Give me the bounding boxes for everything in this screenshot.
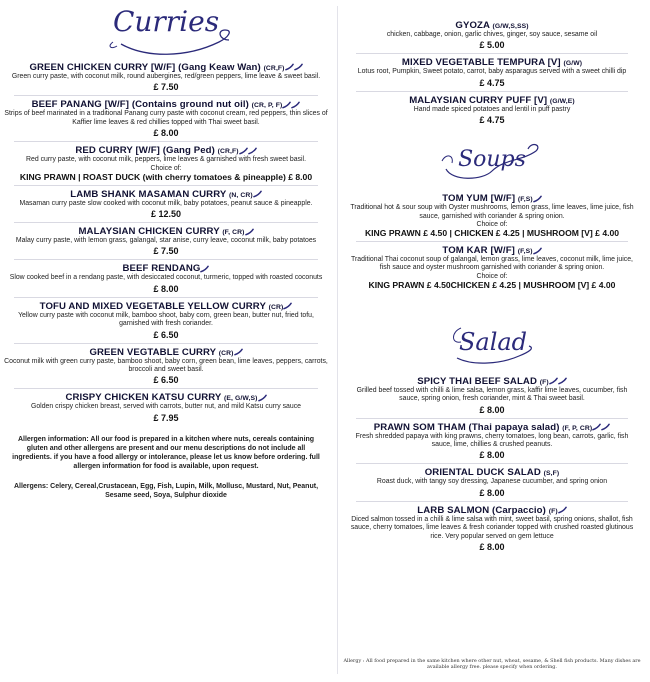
menu-item-title <box>4 99 328 110</box>
menu-item <box>342 20 642 50</box>
separator-line <box>356 241 628 242</box>
starter-list <box>342 20 642 125</box>
allergen-codes: (CR,F) <box>263 65 285 72</box>
allergen-codes: (CR) <box>268 303 284 311</box>
menu-item-description: Hand made spiced potatoes and lentil in puff pastry <box>413 105 571 113</box>
menu-item <box>0 263 332 293</box>
right-column <box>342 0 642 671</box>
menu-item-title <box>346 20 638 31</box>
chili-icon <box>245 228 254 236</box>
separator-line <box>14 388 318 389</box>
soup-list <box>342 193 642 290</box>
flourish-ornament-icon <box>437 312 547 376</box>
menu-item-description: Strips of beef marinated in a traditional Panang curry paste with coconut cream, red peppers, thin slices of Kaffier lime leaves & red chillies topped with Thai sweet basil. <box>4 110 328 126</box>
menu-item-description: Traditional Thai coconut soup of galangal, lemon grass, lime leaves, coconut milk, lime juice, fish sauce and oyster mushroom garnished with coriander & spring onion. <box>351 256 633 272</box>
menu-item-description: Malay curry paste, with lemon grass, galangal, star anise, curry leave, coconut milk, baby potatoes <box>15 237 317 245</box>
menu-item <box>342 467 642 497</box>
chili-icon <box>258 394 267 402</box>
menu-item-description: Golden crispy chicken breast, served with carrots, butter nut, and mild Katsu curry sauce <box>30 403 301 411</box>
chili-icon <box>533 247 542 255</box>
menu-item <box>342 57 642 87</box>
menu-item-price: £ 5.00 <box>479 40 505 51</box>
menu-item-title <box>346 193 638 204</box>
chili-icon <box>239 147 248 155</box>
menu-item-price: £ 4.75 <box>479 115 505 126</box>
menu-item-name: ORIENTAL DUCK SALAD <box>424 467 541 479</box>
allergen-codes: (G/W,E) <box>549 97 575 105</box>
flourish-ornament-icon <box>432 131 552 191</box>
soups-heading-text: Soups <box>458 147 526 173</box>
chili-icon <box>601 423 610 431</box>
menu-item-name: GYOZA <box>455 20 490 31</box>
menu-item-name: TOFU AND MIXED VEGETABLE YELLOW CURRY <box>39 300 266 312</box>
allergen-codes: (G/W) <box>563 60 583 68</box>
menu-item-title <box>346 376 638 387</box>
menu-item-name: MALAYSIAN CURRY PUFF [V] <box>409 94 548 106</box>
menu-item-title <box>346 505 638 516</box>
chili-icon <box>294 63 303 71</box>
menu-item-description: Slow cooked beef in a rendang paste, with desiccated coconut, turmeric, topped with roasted coconuts <box>9 274 323 282</box>
salad-heading-text: Salad <box>458 327 528 356</box>
menu-item-price: £ 7.50 <box>153 82 179 93</box>
menu-item-name: TOM KAR [W/F] <box>442 245 515 257</box>
menu-item-price: £ 8.00 <box>479 487 505 498</box>
menu-item-description: chicken, cabbage, onion, garlic chives, ginger, soy sauce, sesame oil <box>386 31 598 38</box>
separator-line <box>356 418 628 419</box>
menu-item-name: BEEF RENDANG <box>122 263 201 275</box>
menu-item <box>342 245 642 290</box>
menu-item-description: Green curry paste, with coconut milk, round aubergines, red/green peppers, lime leave & sweet basil. <box>11 73 321 80</box>
menu-item-title <box>346 95 638 106</box>
allergen-codes: (F,S) <box>517 196 533 204</box>
chili-icon <box>291 101 300 109</box>
menu-item-name: BEEF PANANG [W/F] (Contains ground nut oil) <box>31 99 249 111</box>
menu-item-title <box>346 422 638 433</box>
menu-item-price: £ 8.00 <box>153 283 179 294</box>
menu-item <box>0 99 332 138</box>
separator-line <box>356 53 628 54</box>
menu-item-name: GREEN CHICKEN CURRY [W/F] (Gang Keaw Wan) <box>29 62 261 73</box>
menu-item-name: RED CURRY [W/F] (Gang Ped) <box>75 145 215 157</box>
allergen-codes: (CR) <box>218 349 234 357</box>
allergen-codes: (CR,F) <box>217 148 239 156</box>
chili-icon <box>285 63 294 71</box>
separator-line <box>356 501 628 502</box>
separator-line <box>14 297 318 298</box>
menu-item-name: LAMB SHANK MASAMAN CURRY <box>70 188 227 200</box>
salad-list <box>342 376 642 552</box>
menu-item <box>0 189 332 219</box>
soups-heading <box>342 131 642 193</box>
menu-item-price: £ 4.75 <box>479 77 505 88</box>
menu-item-price: £ 12.50 <box>150 209 182 220</box>
menu-item-description: Lotus root, Pumpkin, Sweet potato, carrot, baby asparagus served with a sweet chilli dip <box>357 68 627 76</box>
column-divider <box>337 6 338 674</box>
choice-options: KING PRAWN £ 4.50CHICKEN £ 4.25 | MUSHROOM [V] £ 4.00 <box>368 279 616 290</box>
curries-column <box>0 0 332 500</box>
menu-item-title <box>4 392 328 403</box>
menu-item-description: Traditional hot & sour soup with Oyster mushrooms, lemon grass, lime leaves, lime juice, fish sauce, garnished with coriander & spring onion. <box>350 204 634 220</box>
chili-icon <box>283 302 292 310</box>
menu-item <box>0 62 332 92</box>
menu-item-name: CRISPY CHICKEN KATSU CURRY <box>65 392 222 404</box>
chili-icon <box>282 101 291 109</box>
menu-item-description: Yellow curry paste with coconut milk, bamboo shoot, baby corn, green bean, butter nut, fried tofu, garnished with fresh coriander. <box>18 311 314 328</box>
curries-heading-text: Curries <box>112 5 220 38</box>
choice-label: Choice of: <box>476 272 508 280</box>
separator-line <box>14 141 318 142</box>
menu-item-price: £ 7.95 <box>153 412 179 423</box>
menu-item-name: PRAWN SOM THAM (Thai papaya salad) <box>373 421 560 433</box>
menu-item <box>0 347 332 386</box>
chili-icon <box>549 377 558 385</box>
menu-item-name: GREEN VEGTABLE CURRY <box>89 346 217 358</box>
menu-item-name: SPICY THAI BEEF SALAD <box>417 375 537 387</box>
menu-item-name: MIXED VEGETABLE TEMPURA [V] <box>401 57 561 69</box>
allergen-list: Allergens: Celery, Cereal,Crustacean, Egg, Fish, Lupin, Milk, Mollusc, Mustard, Nut, Peanut, Sesame seed, Soya, Sulphur dioxide <box>13 482 319 499</box>
menu-item <box>342 422 642 461</box>
allergen-codes: (F) <box>539 378 549 386</box>
allergen-codes: (S,F) <box>543 470 560 478</box>
menu-item-price: £ 8.00 <box>479 542 505 553</box>
menu-item-description: Red curry paste, with coconut milk, peppers, lime leaves & garnished with fresh sweet basil. <box>26 156 306 164</box>
chili-icon <box>558 506 567 514</box>
menu-item-description: Grilled beef tossed with chilli & lime salsa, lemon grass, kaffir lime leaves, cucumber, fish sauce, spring onion, fresh coriander, mint & Thai sweet basil. <box>356 386 628 403</box>
separator-line <box>356 463 628 464</box>
chili-icon <box>558 377 567 385</box>
menu-item-price: £ 6.50 <box>153 375 179 386</box>
menu-item-title <box>4 263 328 274</box>
choice-options: KING PRAWN | ROAST DUCK (with cherry tomatoes & pineapple) £ 8.00 <box>19 171 313 182</box>
allergen-codes: (F, P, CR) <box>562 424 593 432</box>
allergen-codes: (N, CR) <box>228 191 253 199</box>
menu-item-name: LARB SALMON (Carpaccio) <box>417 504 546 516</box>
allergy-footnote: Allergy : All food prepared in the same kitchen where other nut, wheat, sesame, & Shell fish products. Many dishes are available allergy free. please specify when ordering. <box>343 658 641 671</box>
separator-line <box>14 185 318 186</box>
chili-icon <box>253 190 262 198</box>
choice-options: KING PRAWN £ 4.50 | CHICKEN £ 4.25 | MUSHROOM [V] £ 4.00 <box>364 228 620 239</box>
menu-item-title <box>4 189 328 200</box>
allergen-codes: (CR, P, F) <box>251 102 283 110</box>
menu-item-description: Coconut milk with green curry paste, bamboo shoot, baby corn, green bean, lime leaves, peppers, carrots, broccoli and sweet basil. <box>4 357 328 374</box>
allergen-information: Allergen information: All our food is prepared in a kitchen where nuts, cereals containing gluten and other allergens are present and our menu descriptions do not include all ingredients. if you have a food allergy or intolerance, please let us know before ordering. full allergen information for food is available, upon request. <box>12 435 320 470</box>
menu-item-title <box>4 145 328 156</box>
menu-item-name: TOM YUM [W/F] <box>442 193 516 205</box>
menu-item-title <box>346 467 638 478</box>
separator-line <box>356 91 628 92</box>
menu-item <box>0 392 332 422</box>
menu-item <box>0 301 332 340</box>
choice-label: Choice of: <box>476 221 508 229</box>
curries-heading <box>0 0 332 62</box>
menu-item <box>0 226 332 256</box>
menu-item-description: Fresh shredded papaya with king prawns, cherry tomatoes, long bean, carrots, garlic, fish sauce, lime, chillies & crushed peanuts. <box>355 432 629 449</box>
menu-item-title <box>4 347 328 358</box>
allergen-codes: (E, G/W,S) <box>224 395 258 403</box>
menu-item-title <box>346 245 638 256</box>
menu-item-description: Roast duck, with tangy soy dressing, Japanese cucumber, and spring onion <box>376 478 608 486</box>
separator-line <box>14 95 318 96</box>
allergen-codes: (F, CR) <box>222 229 245 237</box>
menu-item <box>342 193 642 238</box>
menu-item-price: £ 8.00 <box>153 128 179 139</box>
flourish-ornament-icon <box>91 0 241 62</box>
menu-item-title <box>346 57 638 68</box>
menu-item <box>342 95 642 125</box>
menu-item <box>342 376 642 415</box>
menu-item <box>0 145 332 181</box>
curry-list <box>0 62 332 423</box>
menu-item-price: £ 8.00 <box>479 404 505 415</box>
menu-item-title <box>4 226 328 237</box>
menu-item-title <box>4 301 328 312</box>
chili-icon <box>533 195 542 203</box>
separator-line <box>14 222 318 223</box>
allergen-codes: (F,S) <box>517 248 533 256</box>
chili-icon <box>234 348 243 356</box>
choice-label: Choice of: <box>150 164 182 172</box>
chili-icon <box>592 423 601 431</box>
menu-item-name: MALAYSIAN CHICKEN CURRY <box>78 226 220 238</box>
menu-item-price: £ 6.50 <box>153 329 179 340</box>
allergen-codes: (G/W,S,SS) <box>492 23 529 30</box>
separator-line <box>14 343 318 344</box>
chili-icon <box>248 147 257 155</box>
menu-item-price: £ 7.50 <box>153 246 179 257</box>
allergen-codes: (F) <box>548 507 558 515</box>
separator-line <box>14 259 318 260</box>
menu-item <box>342 505 642 552</box>
salad-heading <box>342 312 642 376</box>
menu-item-description: Masaman curry paste slow cooked with coconut milk, baby potatoes, peanut sauce & pineapple. <box>19 199 313 207</box>
menu-item-price: £ 8.00 <box>479 450 505 461</box>
chili-icon <box>200 265 209 273</box>
menu-item-title <box>4 62 328 73</box>
menu-item-description: Diced salmon tossed in a chilli & lime salsa with mint, sweet basil, spring onions, shallot, fish sauce, cherry tomatoes, lime leaves & fresh coriander topped with crushed roasted glutinous rice. Very popular served on gem lettuce <box>350 515 634 540</box>
